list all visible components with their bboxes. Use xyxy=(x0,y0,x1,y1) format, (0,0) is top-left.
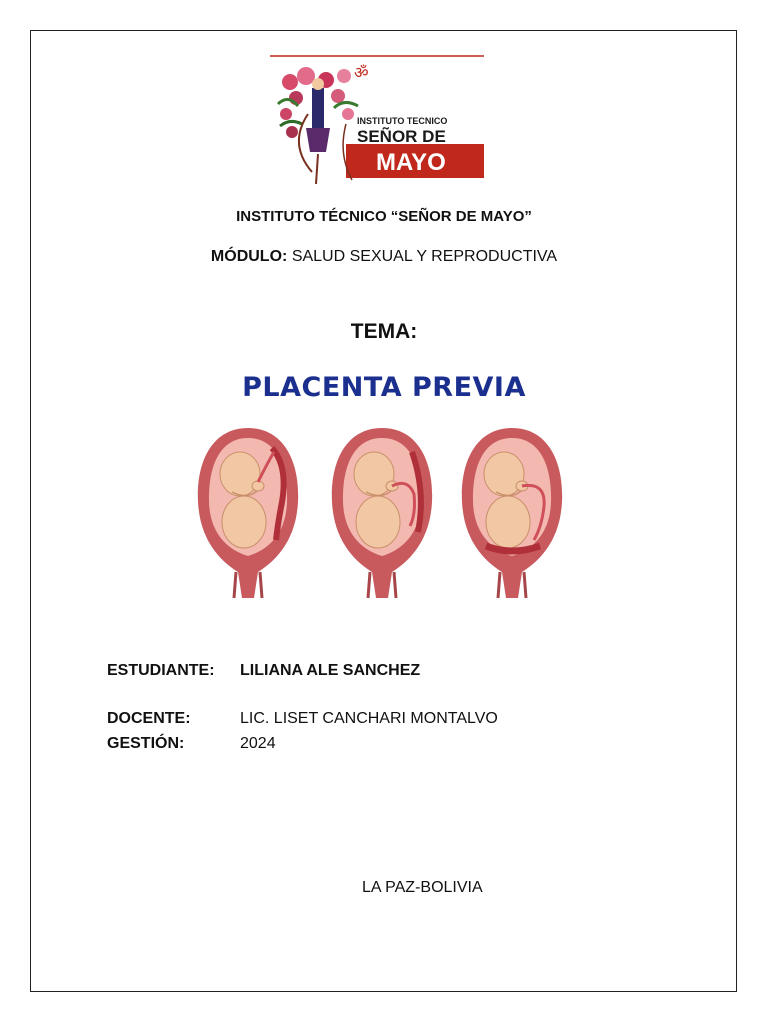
term-value: 2024 xyxy=(240,735,276,752)
location: LA PAZ-BOLIVIA xyxy=(362,879,483,896)
term-label: GESTIÓN: xyxy=(107,735,185,752)
institute-logo xyxy=(268,54,486,188)
teacher-label: DOCENTE: xyxy=(107,710,191,727)
logo-line-1: INSTITUTO TECNICO xyxy=(357,116,448,126)
logo-line-2: SEÑOR DE xyxy=(357,127,446,146)
placenta-previa-illustration xyxy=(192,422,576,606)
topic-title: PLACENTA PREVIA xyxy=(242,372,526,403)
topic-label: TEMA: xyxy=(350,320,418,343)
module-value: SALUD SEXUAL Y REPRODUCTIVA xyxy=(291,248,558,265)
teacher-name: LIC. LISET CANCHARI MONTALVO xyxy=(240,710,498,727)
om-symbol: ॐ xyxy=(354,63,369,82)
institution-title: INSTITUTO TÉCNICO “SEÑOR DE MAYO” xyxy=(236,208,532,225)
student-label: ESTUDIANTE: xyxy=(107,662,215,679)
logo-line-3: MAYO xyxy=(376,149,446,176)
module-label: MÓDULO: xyxy=(210,248,288,265)
module-line xyxy=(0,248,768,266)
student-name: LILIANA ALE SANCHEZ xyxy=(240,662,421,679)
